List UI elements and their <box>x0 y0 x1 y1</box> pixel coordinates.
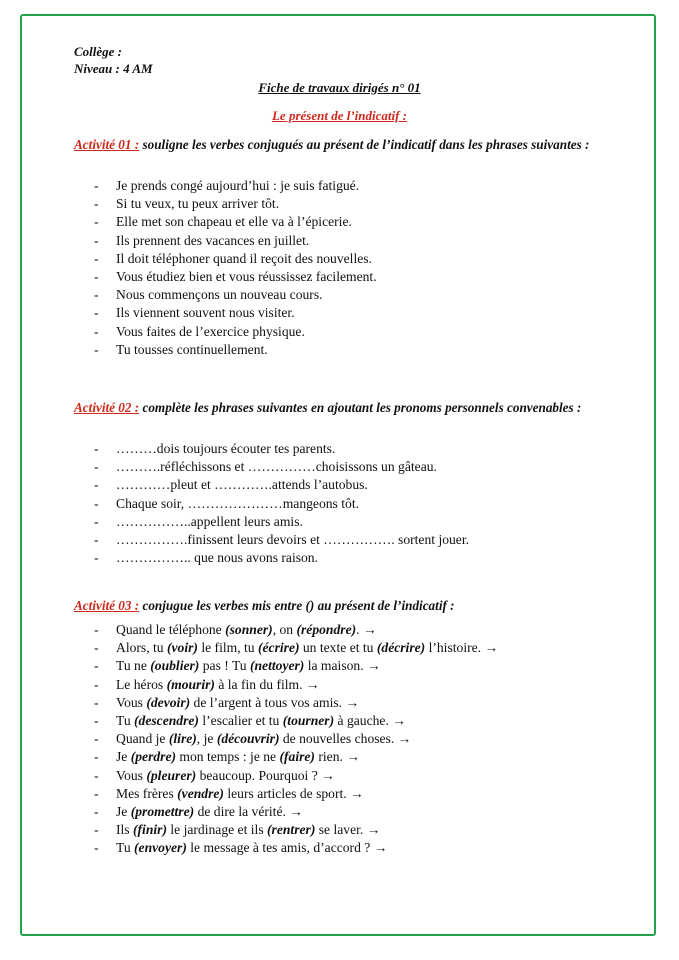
sentence-text: mon temps : je ne <box>176 749 280 765</box>
sentence-text: Tu ne <box>116 658 151 674</box>
verb-infinitive: (perdre) <box>130 749 177 765</box>
sentence-text: à la fin du film. → <box>214 676 320 692</box>
activity-1-item: - Elle met son chapeau et elle va à l’épicerie. <box>94 213 377 231</box>
sentence-text: Le héros <box>116 676 167 692</box>
sentence-text: pas ! Tu <box>199 658 250 674</box>
activity-2-item: - ……………..appellent leurs amis. <box>94 513 469 531</box>
sentence-text: Mes frères <box>116 785 178 801</box>
activity-3-item <box>94 657 498 675</box>
activity-1-list <box>94 177 377 359</box>
verb-infinitive: (répondre) <box>296 622 357 637</box>
verb-infinitive: (faire) <box>279 749 315 765</box>
verb-infinitive: (sonner) <box>225 622 273 637</box>
verb-infinitive: (pleurer) <box>146 767 197 783</box>
activity-1-instruction: souligne les verbes conjugués au présent de l’indicatif dans les phrases suivantes : <box>139 137 590 152</box>
sentence-text: Tu <box>116 840 135 856</box>
activity-2-heading <box>74 399 594 416</box>
activity-3-item <box>94 767 498 785</box>
activity-3-item <box>94 839 498 857</box>
sentence-text: un texte et tu <box>299 640 377 656</box>
activity-1-item: - Tu tousses continuellement. <box>94 341 377 359</box>
activity-1-label: Activité 01 : <box>74 137 140 152</box>
sentence-text: rien. → <box>314 749 360 765</box>
sentence-text: Tu <box>116 712 135 728</box>
sentence-text: Quand le téléphone <box>116 622 226 637</box>
activity-2-item: - ………dois toujours écouter tes parents. <box>94 440 469 458</box>
college-label: Collège : <box>74 44 123 59</box>
verb-infinitive: (descendre) <box>134 712 199 728</box>
activity-1-item: - Ils viennent souvent nous visiter. <box>94 304 377 322</box>
verb-infinitive: (envoyer) <box>134 840 187 856</box>
sentence-text: Quand je <box>116 731 169 747</box>
sentence-text: . → <box>356 622 377 637</box>
sentence-text: la maison. → <box>304 658 381 674</box>
worksheet-title: Fiche de travaux dirigés n° 01 <box>258 80 421 95</box>
verb-infinitive: (écrire) <box>257 640 300 656</box>
activity-3-label: Activité 03 : <box>74 598 140 613</box>
sentence-text: le film, tu <box>197 640 258 656</box>
verb-infinitive: (découvrir) <box>216 731 280 747</box>
sentence-text: beaucoup. Pourquoi ? → <box>196 767 335 783</box>
verb-infinitive: (nettoyer) <box>249 658 305 674</box>
activity-3-instruction: conjugue les verbes mis entre () au présent de l’indicatif : <box>139 598 455 613</box>
verb-infinitive: (oublier) <box>150 658 200 674</box>
sentence-text: se laver. → <box>315 822 381 838</box>
sentence-text: , je <box>196 731 217 747</box>
lesson-topic: Le présent de l’indicatif : <box>271 108 408 123</box>
sentence-text: l’escalier et tu <box>198 712 283 728</box>
sentence-text: Alors, tu <box>116 640 167 656</box>
activity-3-item <box>94 694 498 712</box>
sentence-text: , on <box>272 622 297 637</box>
activity-3-item <box>94 621 498 639</box>
verb-infinitive: (promettre) <box>130 803 195 819</box>
activity-1-item: - Ils prennent des vacances en juillet. <box>94 232 377 250</box>
activity-3-item <box>94 803 498 821</box>
activity-2-item: - ……….réfléchissons et ……………choisissons un gâteau. <box>94 458 469 476</box>
activity-1-item: - Je prends congé aujourd’hui : je suis fatigué. <box>94 177 377 195</box>
activity-2-item: - …………pleut et ………….attends l’autobus. <box>94 476 469 494</box>
activity-2-label: Activité 02 : <box>74 400 140 415</box>
activity-3-item <box>94 785 498 803</box>
verb-infinitive: (mourir) <box>166 676 215 692</box>
sentence-text: Je <box>116 803 131 819</box>
verb-infinitive: (rentrer) <box>267 822 316 838</box>
activity-3-item <box>94 676 498 694</box>
activity-2-item: - …………….. que nous avons raison. <box>94 549 469 567</box>
sentence-text: de nouvelles choses. → <box>279 731 412 747</box>
activity-3-item <box>94 821 498 839</box>
sentence-text: le message à tes amis, d’accord ? → <box>186 840 388 856</box>
verb-infinitive: (voir) <box>166 640 198 656</box>
sentence-text: à gauche. → <box>334 712 406 728</box>
sentence-text: Vous <box>116 694 147 710</box>
verb-infinitive: (lire) <box>168 731 197 747</box>
activity-1-item: - Il doit téléphoner quand il reçoit des nouvelles. <box>94 250 377 268</box>
sentence-text: Je <box>116 749 131 765</box>
activity-3-item <box>94 712 498 730</box>
level-label: Niveau : 4 AM <box>74 61 153 76</box>
sentence-text: le jardinage et ils <box>166 822 268 838</box>
activity-1-item: - Si tu veux, tu peux arriver tôt. <box>94 195 377 213</box>
activity-1-heading <box>74 136 594 153</box>
sentence-text: de dire la vérité. → <box>194 803 303 819</box>
activity-3-item <box>94 748 498 766</box>
verb-infinitive: (vendre) <box>177 785 224 801</box>
activity-3-list <box>94 621 498 857</box>
activity-2-item: - Chaque soir, …………………mangeons tôt. <box>94 495 469 513</box>
sentence-text: Vous <box>116 767 147 783</box>
verb-infinitive: (décrire) <box>376 640 426 656</box>
sentence-text: leurs articles de sport. → <box>223 785 364 801</box>
activity-2-list <box>94 440 469 567</box>
sentence-text: Ils <box>116 822 133 838</box>
activity-2-item: - …………….finissent leurs devoirs et ……………. sortent jouer. <box>94 531 469 549</box>
activity-1-item: - Vous étudiez bien et vous réussissez facilement. <box>94 268 377 286</box>
activity-3-item <box>94 730 498 748</box>
verb-infinitive: (finir) <box>133 822 167 838</box>
verb-infinitive: (tourner) <box>282 712 335 728</box>
activity-3-heading <box>74 597 594 614</box>
sentence-text: de l’argent à tous vos amis. → <box>190 694 360 710</box>
verb-infinitive: (devoir) <box>146 694 191 710</box>
activity-1-item: - Nous commençons un nouveau cours. <box>94 286 377 304</box>
sentence-text: l’histoire. → <box>425 640 499 656</box>
activity-3-item <box>94 639 498 657</box>
activity-2-instruction: complète les phrases suivantes en ajoutant les pronoms personnels convenables : <box>139 400 582 415</box>
activity-1-item: - Vous faites de l’exercice physique. <box>94 323 377 341</box>
